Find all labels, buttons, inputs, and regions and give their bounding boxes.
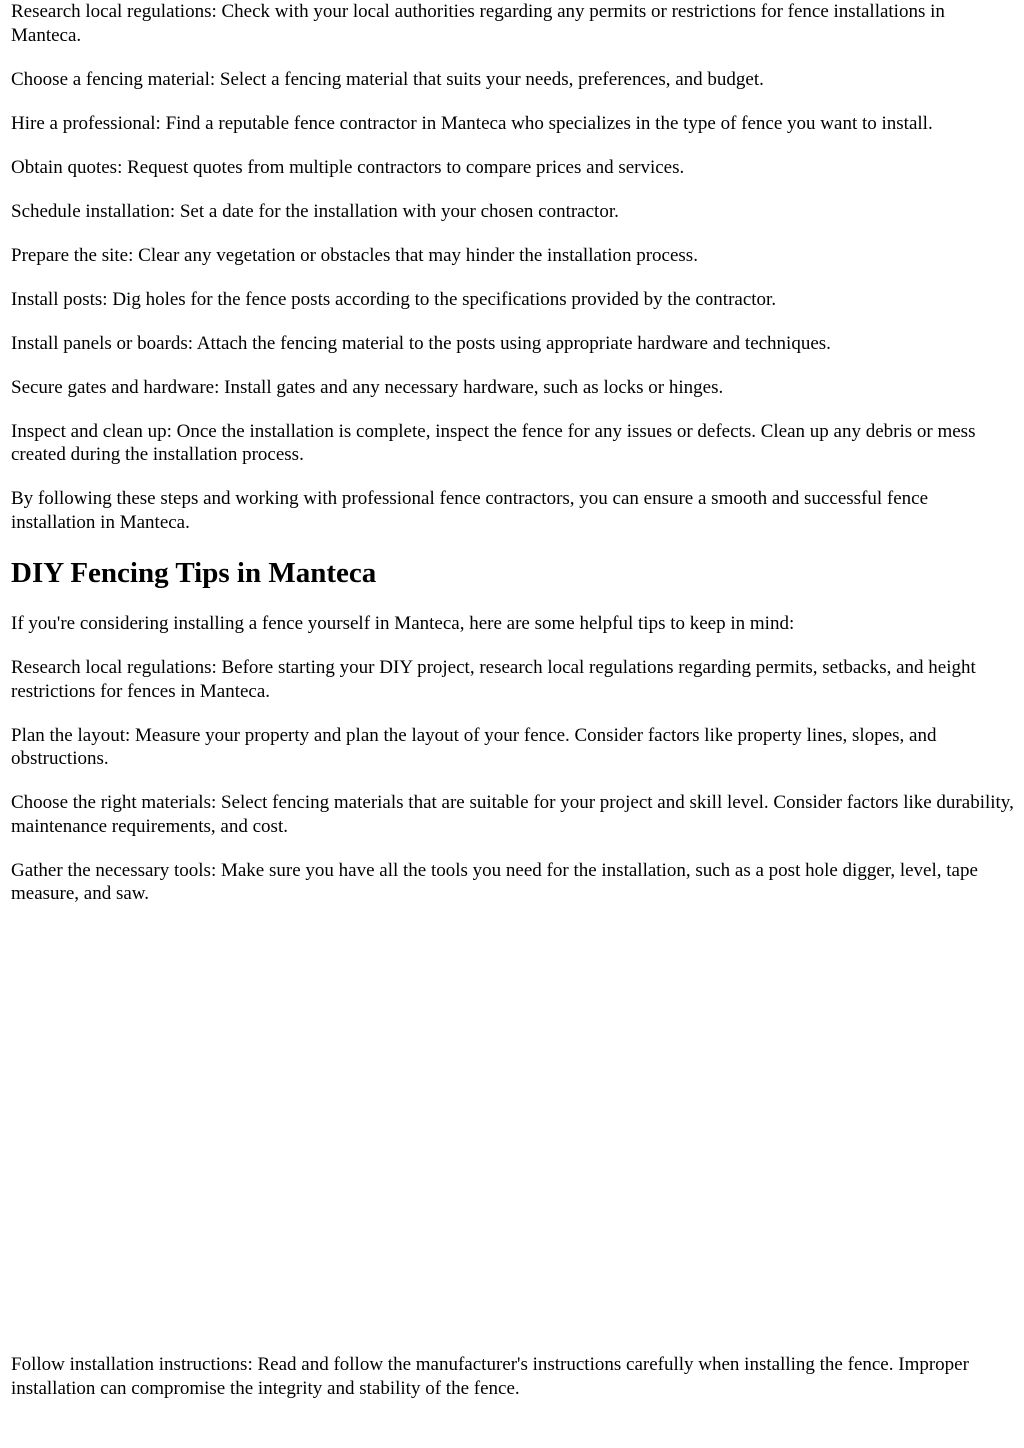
diy-tip-follow-instructions: Follow installation instructions: Read and follow the manufacturer's instructions carefully when installing the fence. Improper installation can compromise the integrity and stability of the fence. — [11, 1354, 969, 1399]
step-install-panels: Install panels or boards: Attach the fencing material to the posts using appropriate hardware and techniques. — [11, 332, 831, 354]
step-prepare-site: Prepare the site: Clear any vegetation or obstacles that may hinder the installation process. — [11, 244, 698, 266]
blank-space — [11, 926, 1015, 1353]
diy-tip-plan-layout: Plan the layout: Measure your property and plan the layout of your fence. Consider factors like property lines, slopes, and obstructions. — [11, 724, 937, 769]
step-inspect-clean: Inspect and clean up: Once the installation is complete, inspect the fence for any issues or defects. Clean up any debris or mess created during the installation process. — [11, 420, 976, 465]
diy-tip-tools: Gather the necessary tools: Make sure you have all the tools you need for the installation, such as a post hole digger, level, tape measure, and saw. — [11, 859, 978, 904]
diy-tip-regulations: Research local regulations: Before starting your DIY project, research local regulations regarding permits, setbacks, and height restrictions for fences in Manteca. — [11, 657, 976, 702]
step-install-posts: Install posts: Dig holes for the fence posts according to the specifications provided by the contractor. — [11, 288, 777, 310]
step-schedule-installation: Schedule installation: Set a date for the installation with your chosen contractor. — [11, 200, 619, 222]
step-research-regulations: Research local regulations: Check with your local authorities regarding any permits or restrictions for fence installations in Manteca. — [11, 1, 945, 46]
step-secure-gates: Secure gates and hardware: Install gates and any necessary hardware, such as locks or hinges. — [11, 376, 724, 398]
step-hire-professional: Hire a professional: Find a reputable fence contractor in Manteca who specializes in the type of fence you want to install. — [11, 112, 933, 134]
diy-section-heading: DIY Fencing Tips in Manteca — [11, 557, 377, 589]
diy-tip-materials: Choose the right materials: Select fencing materials that are suitable for your project and skill level. Consider factors like durability, maintenance requirements, and cost. — [11, 792, 1014, 837]
article-body — [11, 0, 1015, 1421]
diy-intro: If you're considering installing a fence yourself in Manteca, here are some helpful tips to keep in mind: — [11, 613, 795, 634]
step-obtain-quotes: Obtain quotes: Request quotes from multiple contractors to compare prices and services. — [11, 156, 685, 178]
steps-conclusion: By following these steps and working with professional fence contractors, you can ensure a smooth and successful fence installation in Manteca. — [11, 488, 929, 533]
step-choose-material: Choose a fencing material: Select a fencing material that suits your needs, preferences, and budget. — [11, 68, 764, 90]
